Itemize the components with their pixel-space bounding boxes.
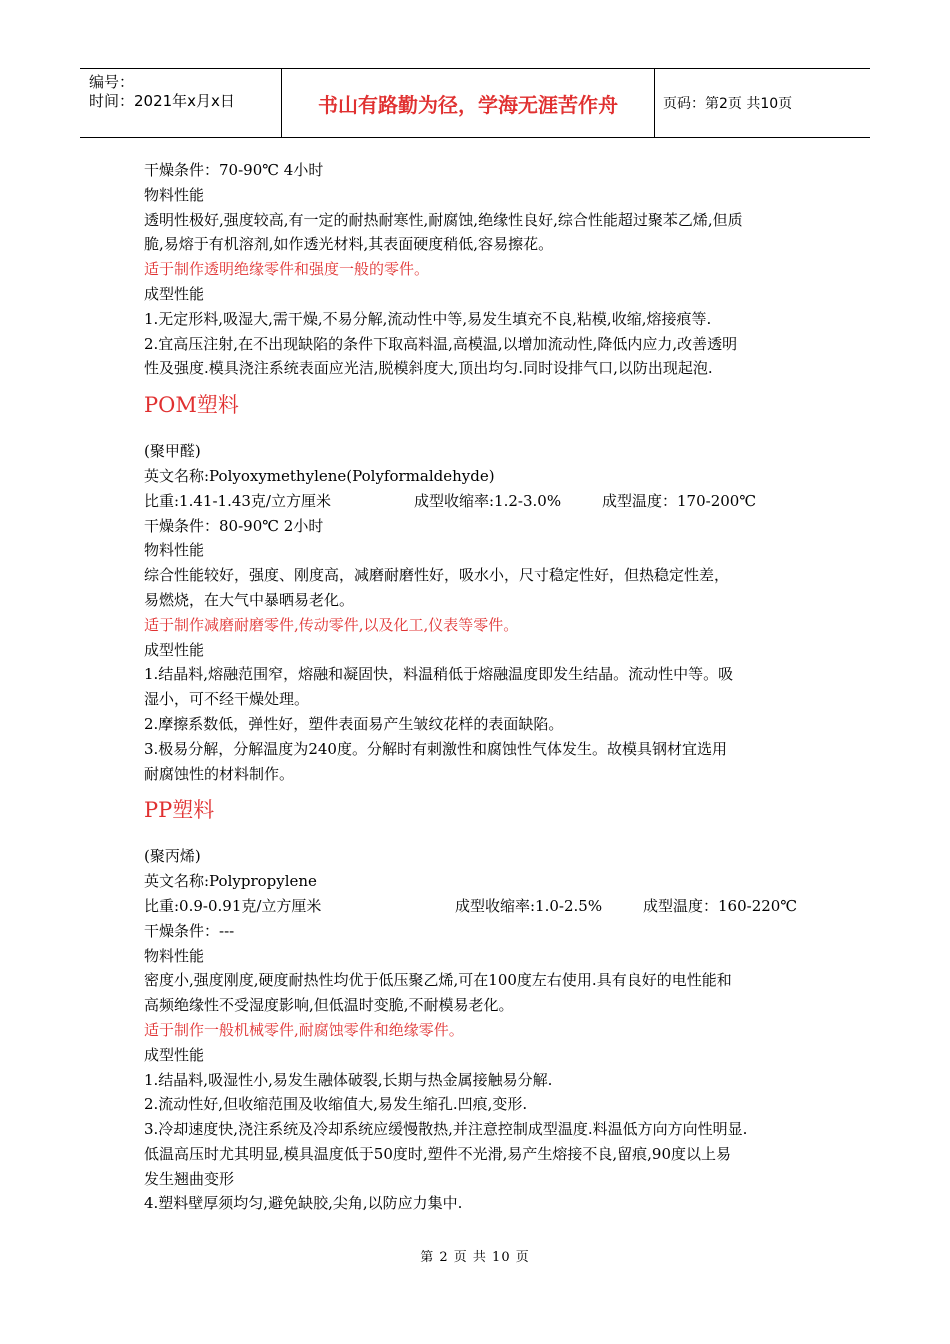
molding-heading: 成型性能 [144,640,205,659]
molding-temperature: 成型温度：160-220℃ [643,896,798,915]
material-props-heading: 物料性能 [144,946,205,965]
page-header [80,68,870,138]
molding-heading: 成型性能 [144,1045,205,1064]
dry-condition: 干燥条件：80-90℃ 2小时 [144,516,324,535]
spec-row [144,894,814,919]
paragraph-line: 2.宜高压注射,在不出现缺陷的条件下取高料温,高模温,以增加流动性,降低内应力,改善透明 [144,334,738,353]
usage-note: 适于制作一般机械零件,耐腐蚀零件和绝缘零件。 [144,1020,464,1039]
dry-condition: 干燥条件：70-90℃ 4小时 [144,161,324,179]
section-title-pom: POM塑料 [144,393,239,418]
page-footer: 第 2 页 共 10 页 [420,1250,530,1265]
usage-note: 适于制作透明绝缘零件和强度一般的零件。 [144,260,430,279]
english-name: 英文名称:Polypropylene [144,872,317,891]
paragraph-line: 综合性能较好，强度、刚度高，减磨耐磨性好，吸水小，尺寸稳定性好，但热稳定性差， [144,566,730,585]
shrinkage: 成型收缩率:1.2-3.0% [414,491,562,510]
paragraph-line: 3.冷却速度快,浇注系统及冷却系统应缓慢散热,并注意控制成型温度.料温低方向方向性明显. [144,1120,748,1139]
paragraph-line: 低温高压时尤其明显,模具温度低于50度时,塑件不光滑,易产生熔接不良,留痕,90度以上易 [144,1144,732,1163]
time-label: 时间：2021年x月x日 [89,92,235,110]
header-meta-cell [80,69,282,137]
section-title-pp: PP塑料 [144,798,215,823]
english-name: 英文名称:Polyoxymethylene(Polyformaldehyde) [144,466,495,485]
density: 比重:0.9-0.91克/立方厘米 [144,896,322,915]
paragraph-line: 脆,易熔于有机溶剂,如作透光材料,其表面硬度稍低,容易擦花。 [144,235,554,254]
dry-condition: 干燥条件：--- [144,921,235,940]
paragraph-line: 高频绝缘性不受湿度影响,但低温时变脆,不耐模易老化。 [144,996,514,1015]
paragraph-line: 1.结晶料,熔融范围窄，熔融和凝固快，料温稍低于熔融温度即发生结晶。流动性中等。吸 [144,665,734,684]
paragraph-line: 3.极易分解，分解温度为240度。分解时有刺激性和腐蚀性气体发生。故模具钢材宜选用 [144,739,727,758]
page-info: 页码：第2页 共10页 [663,96,793,112]
paragraph-line: 4.塑料壁厚须均匀,避免缺胶,尖角,以防应力集中. [144,1194,463,1213]
paragraph-line: 耐腐蚀性的材料制作。 [144,764,295,783]
shrinkage: 成型收缩率:1.0-2.5% [455,896,603,915]
paragraph-line: 1.结晶料,吸湿性小,易发生融体破裂,长期与热金属接触易分解. [144,1070,553,1089]
number-label: 编号： [89,73,135,91]
paragraph-line: 易燃烧，在大气中暴晒易老化。 [144,590,355,609]
paragraph-line: 密度小,强度刚度,硬度耐热性均优于低压聚乙烯,可在100度左右使用.具有良好的电性能和 [144,971,732,990]
document-body [144,158,814,1216]
molding-temperature: 成型温度：170-200℃ [602,491,757,510]
chinese-name: (聚丙烯) [144,847,201,866]
paragraph-line: 湿小，可不经干燥处理。 [144,690,310,709]
motto: 书山有路勤为径，学海无涯苦作舟 [318,92,618,117]
paragraph-line: 1.无定形料,吸湿大,需干燥,不易分解,流动性中等,易发生填充不良,粘模,收缩,熔接痕等. [144,309,712,328]
density: 比重:1.41-1.43克/立方厘米 [144,491,331,510]
material-props-heading: 物料性能 [144,541,205,560]
usage-note: 适于制作减磨耐磨零件,传动零件,以及化工,仪表等零件。 [144,615,519,634]
chinese-name: (聚甲醛) [144,442,201,461]
header-motto-cell [282,69,655,137]
paragraph-line: 透明性极好,强度较高,有一定的耐热耐寒性,耐腐蚀,绝缘性良好,综合性能超过聚苯乙烯,但质 [144,210,743,229]
paragraph-line: 2.流动性好,但收缩范围及收缩值大,易发生缩孔.凹痕,变形. [144,1095,528,1114]
paragraph-line: 发生翘曲变形 [144,1169,235,1188]
spec-row [144,489,814,514]
paragraph-line: 性及强度.模具浇注系统表面应光洁,脱模斜度大,顶出均匀.同时设排气口,以防出现起泡. [144,359,713,378]
header-page-cell [655,69,870,137]
paragraph-line: 2.摩擦系数低，弹性好，塑件表面易产生皱纹花样的表面缺陷。 [144,714,564,733]
molding-heading: 成型性能 [144,284,205,303]
material-props-heading: 物料性能 [144,185,205,204]
